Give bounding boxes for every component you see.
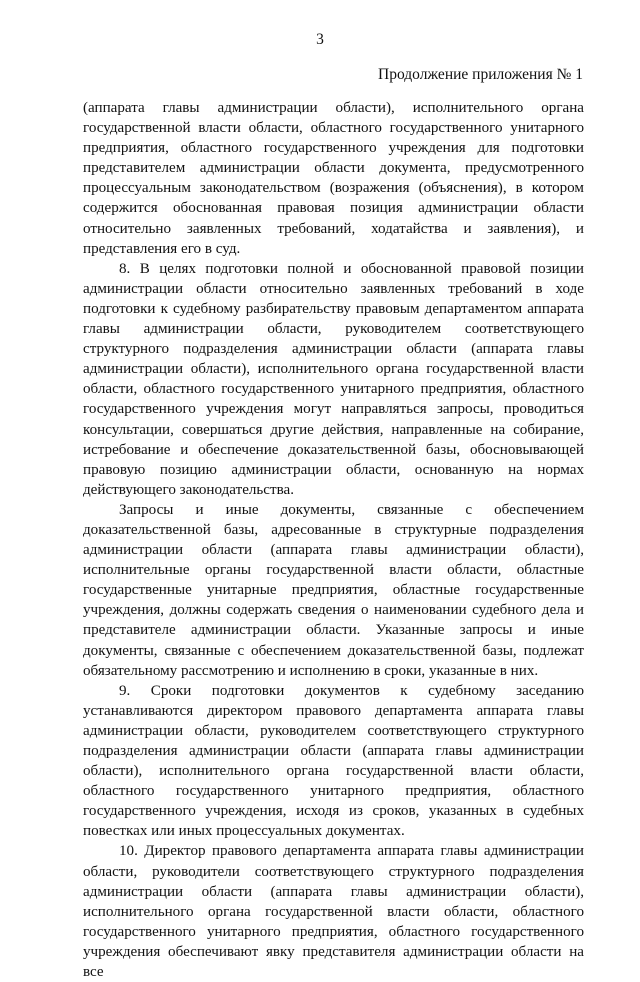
paragraph-requests: Запросы и иные документы, связанные с обеспечением доказательственной базы, адресованные в структурные подразделения администрации области (аппарата главы администрации области), исполнительные органы государственной власти области, областные государственные унитарные предприятия, областные государственные учреждения, должны содержать сведения о наименовании судебного дела и представителе администрации области. Указанные запросы и иные документы, связанные с обеспечением доказательственной базы, подлежат обязательному рассмотрению и исполнению в сроки, указанные в них. (83, 501, 584, 679)
paragraph-9: 9. Сроки подготовки документов к судебному заседанию устанавливаются директором правового департамента аппарата главы администрации области, руководителем соответствующего структурного подразделения администрации области (аппарата главы администрации области), исполнительного органа государственной власти области, областного государственного унитарного предприятия, областного государственного учреждения, исходя из сроков, указанных в судебных повестках или иных процессуальных документах. (83, 682, 584, 840)
appendix-continuation-label: Продолжение приложения № 1 (378, 66, 583, 83)
paragraph-continued: (аппарата главы администрации области), исполнительного органа государственной власти области, областного государственного унитарного предприятия, областного государственного учреждения для подготовки представителем администрации области документа, предусмотренного процессуальным законодательством (возражения (объяснения), в котором содержится обоснованная правовая позиция администрации области относительно заявленных требований, ходатайства и заявления), и представления его в суд. (83, 100, 584, 257)
page-number: 3 (316, 31, 324, 48)
paragraph-8: 8. В целях подготовки полной и обоснованной правовой позиции администрации области относительно заявленных требований в ходе подготовки к судебному разбирательству правовым департаментом аппарата главы администрации области, руководителем соответствующего структурного подразделения администрации области (аппарата главы администрации области), исполнительного органа государственной власти области, областного государственного унитарного предприятия, областного государственного учреждения могут направляться запросы, проводиться консультации, совершаться другие действия, направленные на собирание, истребование и обеспечение доказательственной базы, обосновывающей правовую позицию администрации области, основанную на нормах действующего законодательства. (83, 260, 584, 498)
document-body (83, 98, 584, 982)
paragraph-10: 10. Директор правового департамента аппарата главы администрации области, руководители соответствующего структурного подразделения администрации области (аппарата главы администрации области), исполнительного органа государственной власти области, областного государственного унитарного предприятия, областного государственного учреждения обеспечивают явку представителя администрации области на все (83, 843, 584, 981)
